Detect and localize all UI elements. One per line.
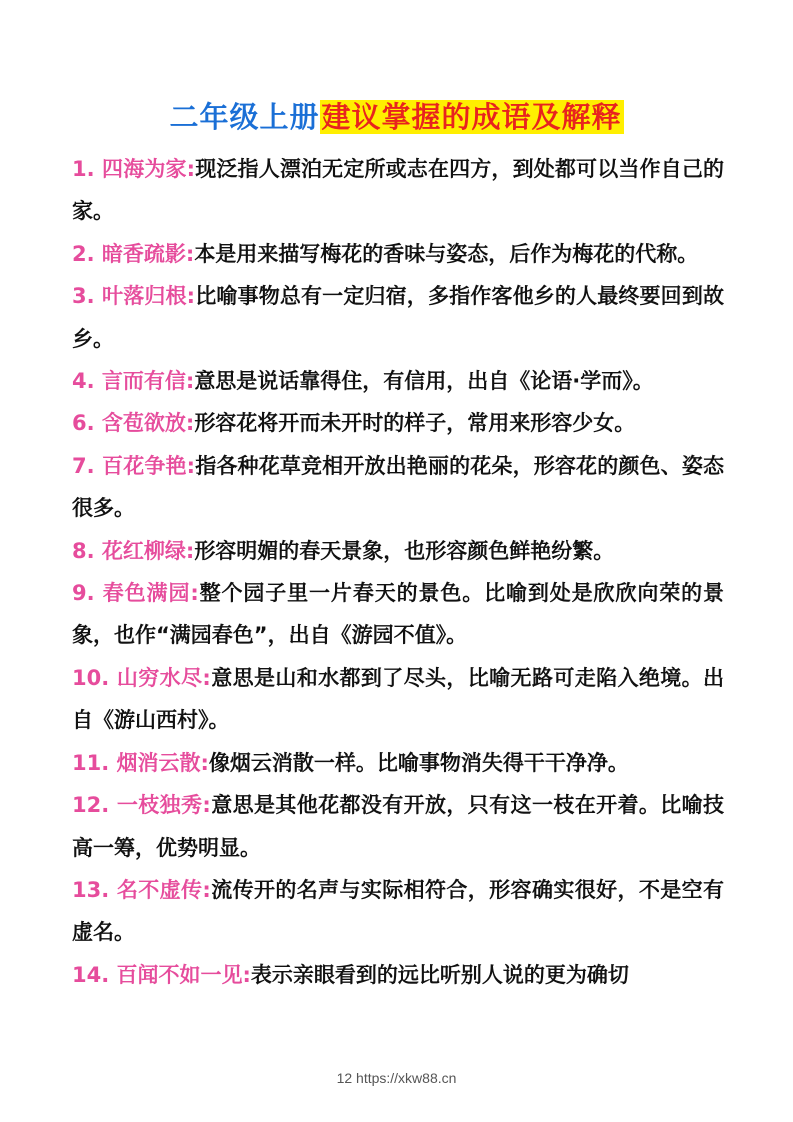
idiom-term: 11. 烟消云散: [72,750,209,775]
idiom-entry [72,954,724,996]
idiom-definition: 意思是说话靠得住，有信用，出自《论语·学而》。 [194,369,654,394]
idiom-term: 10. 山穷水尽: [72,665,211,690]
idiom-entry [72,869,724,954]
idiom-definition: 意思是其他花都没有开放，只有这一枝在开着。比喻技高一筹，优势明显。 [72,793,724,860]
idiom-term: 1. 四海为家: [72,157,196,181]
idiom-definition: 现泛指人漂泊无定所或志在四方，到处都可以当作自己的家。 [72,157,724,224]
idiom-term: 9. 春色满园: [72,581,199,606]
idiom-entry [72,402,724,444]
idiom-definition: 像烟云消散一样。比喻事物消失得干干净净。 [208,750,629,775]
idiom-entry [72,572,724,657]
idiom-definition: 本是用来描写梅花的香味与姿态，后作为梅花的代称。 [194,241,699,266]
page-title [0,96,793,138]
idiom-term: 12. 一枝独秀: [72,793,211,818]
idiom-term: 14. 百闻不如一见: [72,962,251,987]
idiom-entry [72,360,724,402]
idiom-entry [72,148,724,233]
idiom-entry [72,530,724,572]
title-highlighted: 建议掌握的成语及解释 [321,100,622,134]
idiom-definition: 形容明媚的春天景象，也形容颜色鲜艳纷繁。 [194,538,615,563]
idiom-term: 7. 百花争艳: [72,453,196,478]
idiom-definition: 形容花将开而未开时的样子，常用来形容少女。 [194,411,636,436]
idiom-term: 13. 名不虚传: [72,877,211,902]
idiom-definition: 流传开的名声与实际相符合，形容确实很好，不是空有虚名。 [72,877,724,945]
title-grade: 二年级上册 [169,100,320,134]
idiom-term: 6. 含苞欲放: [72,411,195,436]
idiom-entry [72,275,724,360]
idiom-entry [72,445,724,530]
idiom-definition: 整个园子里一片春天的景色。比喻到处是欣欣向荣的景象，也作“满园春色”，出自《游园不值》。 [72,581,724,648]
idiom-term: 8. 花红柳绿: [72,538,195,563]
idiom-term: 3. 叶落归根: [72,284,196,309]
idiom-definition: 意思是山和水都到了尽头，比喻无路可走陷入绝境。出自《游山西村》。 [72,665,724,733]
idiom-term: 2. 暗香疏影: [72,241,195,266]
idiom-definition: 表示亲眼看到的远比听别人说的更为确切 [250,962,629,987]
idiom-definition: 比喻事物总有一定归宿，多指作客他乡的人最终要回到故乡。 [72,284,724,351]
idiom-definition: 指各种花草竞相开放出艳丽的花朵，形容花的颜色、姿态很多。 [72,453,724,521]
idiom-entry [72,742,724,784]
page-footer: 12 https://xkw88.cn [336,1070,457,1086]
idiom-entry [72,784,724,869]
idiom-entry [72,657,724,742]
idiom-list [72,148,724,996]
idiom-term: 4. 言而有信: [72,369,195,394]
idiom-entry [72,233,724,275]
